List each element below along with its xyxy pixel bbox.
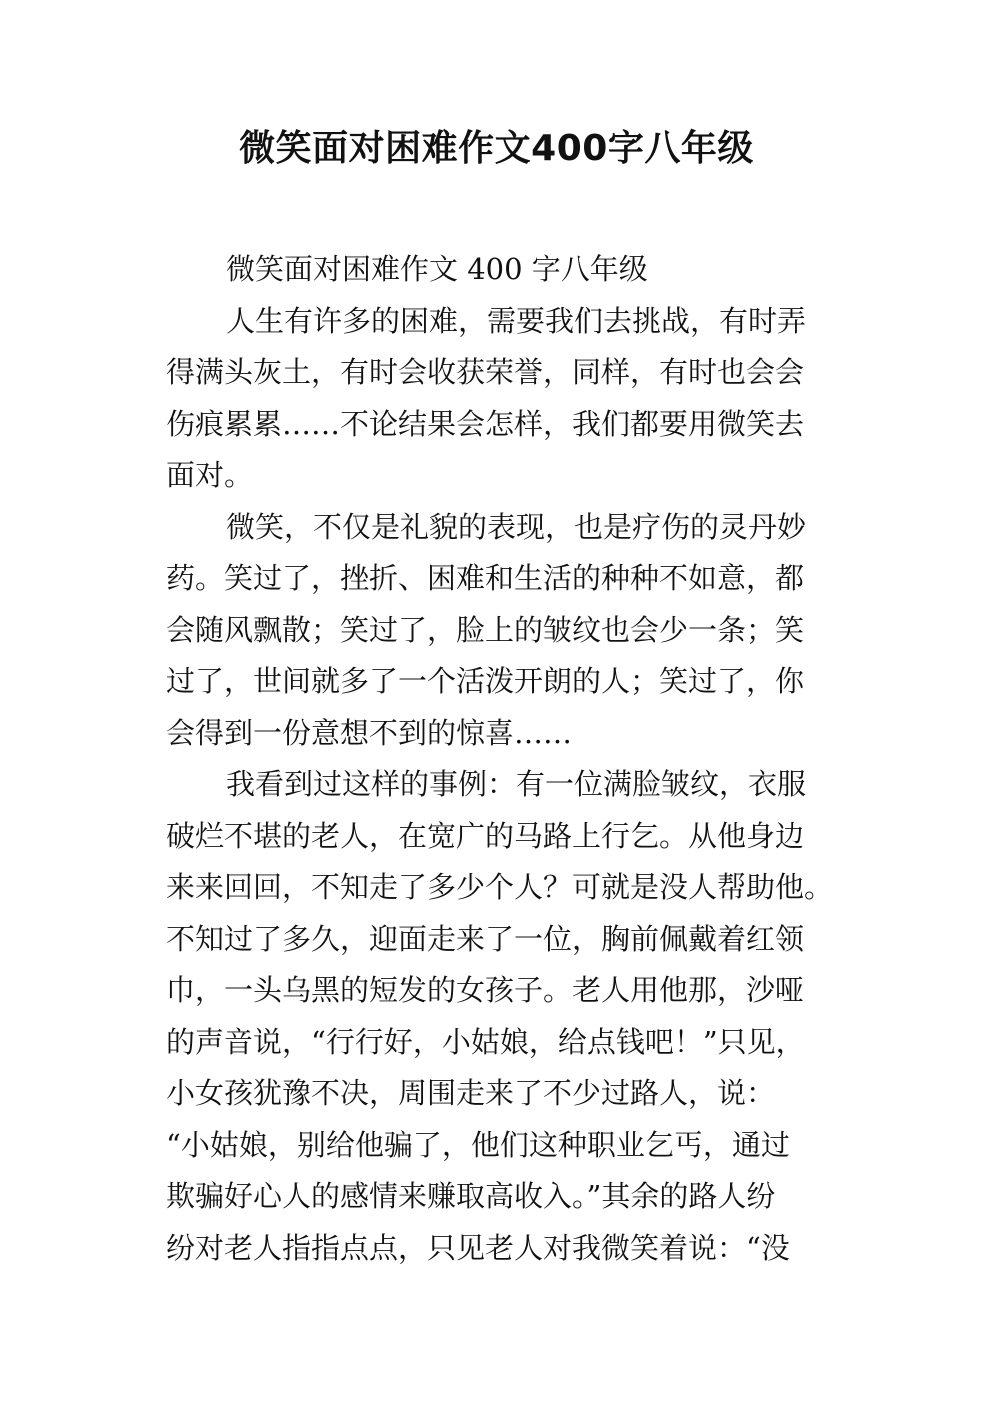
paragraph-2-line-4: 过了，世间就多了一个活泼开朗的人；笑过了，你 xyxy=(166,664,805,698)
paragraph-3-line-5: 巾，一头乌黑的短发的女孩子。老人用他那，沙哑 xyxy=(166,973,805,1007)
paragraph-1-line-1: 人生有许多的困难，需要我们去挑战，有时弄 xyxy=(226,303,807,338)
paragraph-3-line-1: 我看到过这样的事例：有一位满脸皱纹，衣服 xyxy=(226,767,807,801)
paragraph-3-line-6: 的声音说，“行行好，小姑娘，给点钱吧！”只见， xyxy=(166,1024,805,1059)
paragraph-3-line-7: 小女孩犹豫不决，周围走来了不少过路人，说： xyxy=(166,1076,776,1110)
paragraph-2-line-3: 会随风飘散；笑过了，脸上的皱纹也会少一条；笑 xyxy=(166,612,805,647)
paragraph-1-line-3: 伤痕累累……不论结果会怎样，我们都要用微笑去 xyxy=(166,406,805,441)
paragraph-2-line-2: 药。笑过了，挫折、困难和生活的种种不如意，都 xyxy=(166,561,805,595)
paragraph-3-line-9: 欺骗好心人的感情来赚取高收入。”其余的路人纷 xyxy=(166,1179,776,1213)
paragraph-3-line-2: 破烂不堪的老人，在宽广的马路上行乞。从他身边 xyxy=(166,818,805,853)
paragraph-3-line-3: 来来回回，不知走了多少个人？可就是没人帮助他。 xyxy=(166,870,834,904)
document-title: 微笑面对困难作文400字八年级 xyxy=(239,128,754,169)
paragraph-3-line-4: 不知过了多久，迎面走来了一位，胸前佩戴着红领 xyxy=(166,921,805,956)
paragraph-1-line-2: 得满头灰土，有时会收获荣誉，同样，有时也会会 xyxy=(166,355,805,389)
paragraph-3-line-10: 纷对老人指指点点，只见老人对我微笑着说：“没 xyxy=(166,1230,790,1265)
paragraph-1-line-4: 面对。 xyxy=(166,458,254,492)
document-body xyxy=(166,244,834,1274)
paragraph-2-line-5: 会得到一份意想不到的惊喜…… xyxy=(166,715,573,750)
paragraph-2-line-1: 微笑，不仅是礼貌的表现，也是疗伤的灵丹妙 xyxy=(226,509,807,544)
paragraph-3-line-8: “小姑娘，别给他骗了，他们这种职业乞丐，通过 xyxy=(166,1127,790,1162)
subtitle-line: 微笑面对困难作文 400 字八年级 xyxy=(226,252,648,286)
